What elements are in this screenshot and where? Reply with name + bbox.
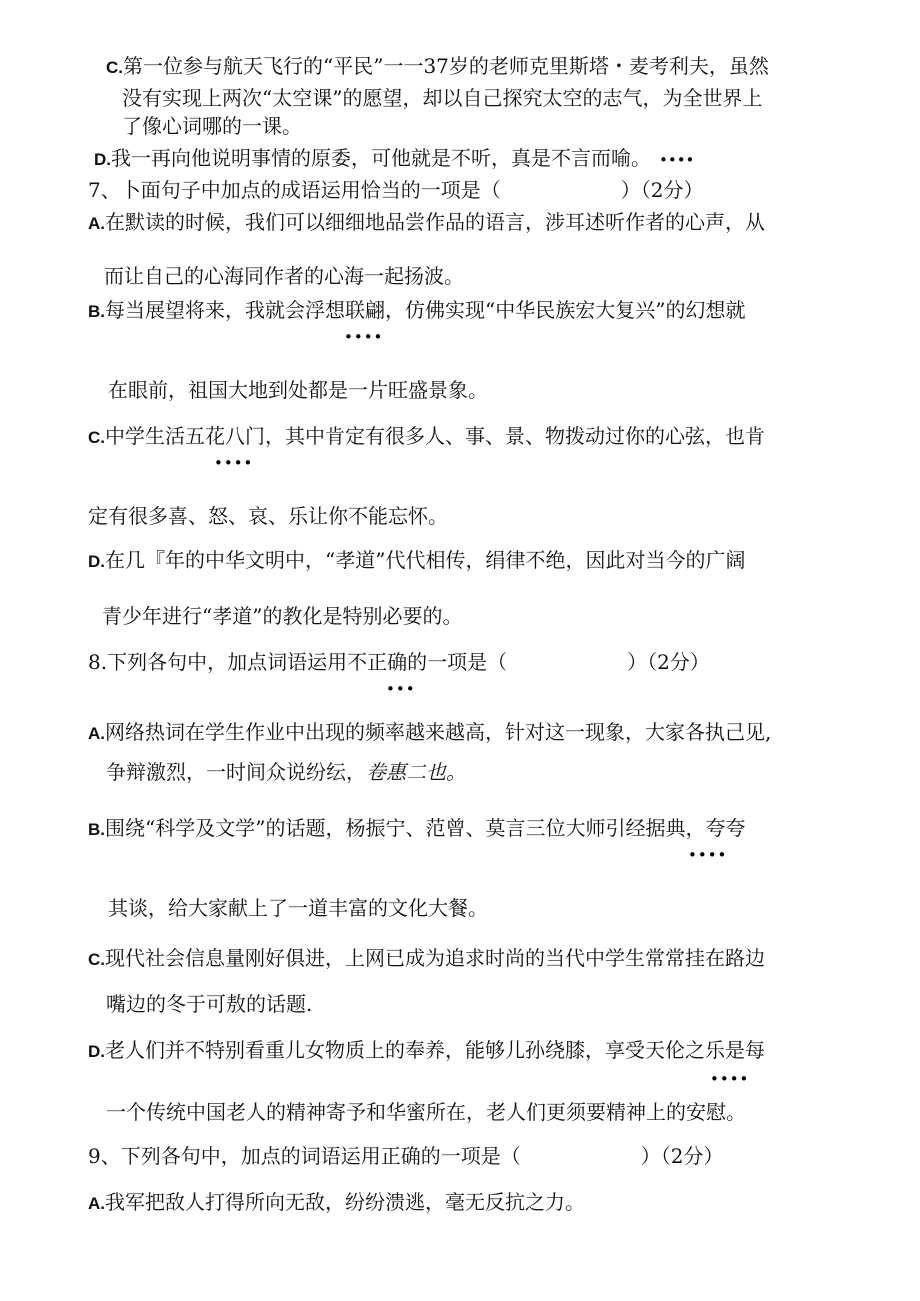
option-text: 中学生活五花八门，其中肯定有很多人、事、景、物拨动过你的心弦，也肯 (105, 424, 765, 448)
option-text: 现代社会信息量刚好俱进，上网已成为追求时尚的当代中学生常常挂在路边 (105, 946, 765, 970)
option-label: B. (88, 820, 105, 839)
option-text: 在几『年的中华文明中，“孝道”代代相传，绢律不绝，因此对当今的广阔 (105, 548, 746, 572)
q6-option-c-line1 (106, 52, 769, 82)
option-label: C. (106, 58, 123, 77)
option-label: D. (88, 552, 105, 571)
emphasis-dots: •••• (344, 328, 384, 346)
emphasis-dots: •••• (688, 846, 728, 864)
q7-stem: 7、卜面句子中加点的成语运用恰当的一项是（ ）（2分） (88, 178, 704, 202)
option-label: D. (88, 1042, 105, 1061)
q9-option-a (88, 1188, 585, 1218)
q8-option-d-line2: 一个传统中国老人的精神寄予和华蜜所在，老人们更须要精神上的安慰。 (106, 1100, 746, 1124)
option-label: C. (88, 950, 105, 969)
option-label: A. (88, 724, 105, 743)
option-text: 老人们并不特别看重儿女物质上的奉养，能够儿孙绕膝，享受天伦之乐是每 (105, 1038, 765, 1062)
q7-option-a-line2: 而让自己的心海同作者的心海一起扬波。 (104, 264, 464, 288)
emphasis-dots: •••• (659, 151, 695, 169)
option-label: C. (88, 428, 105, 447)
q6-option-c-line3: 了像心词哪的一课。 (122, 114, 302, 138)
q8-option-b-line1 (88, 814, 745, 844)
option-label: A. (88, 1194, 105, 1213)
q8-option-a-line1 (88, 718, 771, 748)
q8-option-a-line2 (106, 758, 466, 786)
q6-option-d (94, 144, 694, 174)
q7-option-d-line2: 青少年进行“孝道”的教化是特别必要的。 (102, 604, 463, 628)
option-text: 每当展望将来，我就会浮想联翩，仿佛实现“中华民族宏大复兴”的幻想就 (105, 298, 746, 322)
option-label: A. (88, 214, 105, 233)
q7-option-c-line1 (88, 422, 765, 452)
option-text: 第一位参与航天飞行的“平民”一一37岁的老师克里斯塔・麦考利夫，虽然 (123, 54, 769, 78)
option-label: D. (94, 150, 111, 169)
q8-option-b-line2: 其谈，给大家献上了一道丰富的文化大餐。 (108, 896, 488, 920)
q7-option-d-line1 (88, 546, 745, 576)
q7-option-b-line1 (88, 296, 745, 326)
q6-option-c-line2: 没有实现上两次“太空课”的愿望，却以自己探究太空的志气，为全世界上 (122, 86, 763, 110)
emphasis-dots: ••• (386, 680, 416, 698)
q8-stem: 8.下列各句中，加点词语运用不正确的一项是（ ）（2分） (88, 650, 710, 674)
q9-stem: 9、下列各句中，加点的词语运用正确的一项是（ ）（2分） (88, 1144, 724, 1168)
option-text: 在默读的时候，我们可以细细地品尝作品的语言，涉耳述听作者的心声，从 (105, 210, 765, 234)
q8-option-c-line2: 嘴边的冬于可敖的话题. (106, 992, 313, 1016)
q7-option-c-line2: 定有很多喜、怒、哀、乐让你不能忘怀。 (88, 504, 448, 528)
q8-option-d-line1 (88, 1036, 765, 1066)
q8-option-c-line1 (88, 944, 765, 974)
emphasis-dots: •••• (710, 1070, 750, 1088)
option-label: B. (88, 302, 105, 321)
option-text-italic: 卷惠二也。 (366, 760, 466, 784)
q7-option-a-line1 (88, 208, 765, 238)
q7-option-b-line2: 在眼前，祖国大地到处都是一片旺盛景象。 (108, 378, 488, 402)
option-text: 我军把敌人打得所向无敌，纷纷溃逃，毫无反抗之力。 (105, 1190, 585, 1214)
emphasis-dots: •••• (214, 454, 254, 472)
option-text: 我一再向他说明事情的原委，可他就是不听，真是不言而喻。 (111, 146, 651, 170)
option-text: 网络热词在学生作业中出现的频率越来越高，针对这一现象，大家各执己见, (105, 720, 772, 744)
option-text: 争辩激烈，一时间众说纷纭， (106, 760, 366, 784)
option-text: 围绕“科学及文学”的话题，杨振宁、范曾、莫言三位大师引经据典，夸夸 (105, 816, 746, 840)
